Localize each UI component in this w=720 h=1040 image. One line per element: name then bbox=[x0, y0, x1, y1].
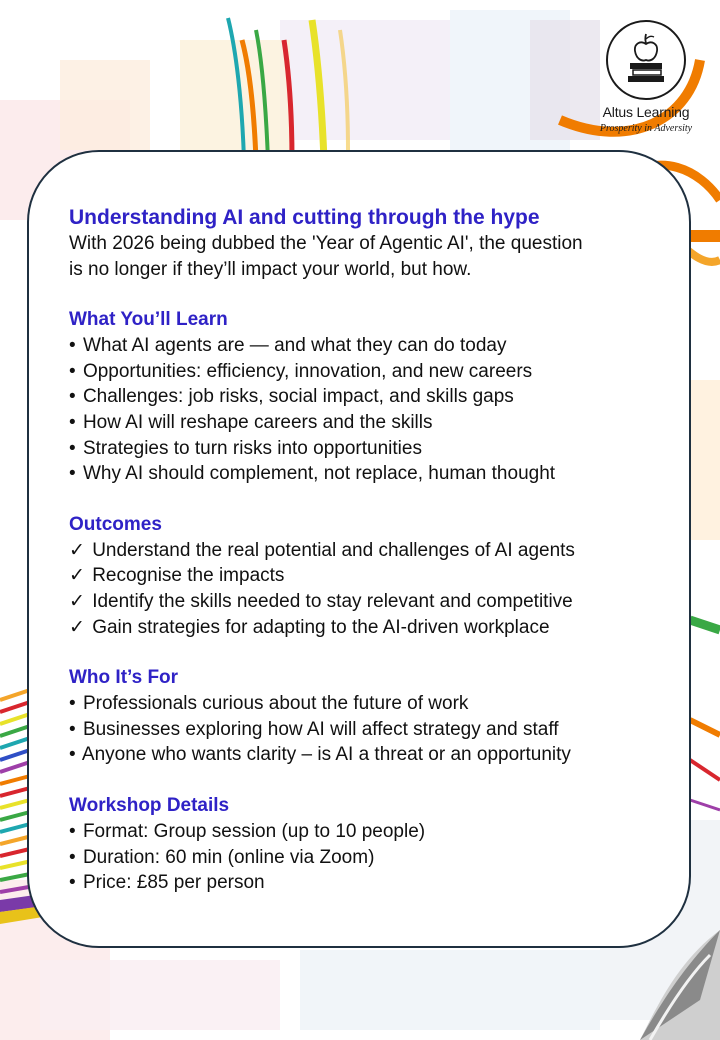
list-item bbox=[69, 359, 669, 385]
bullet-marker: • bbox=[69, 386, 76, 408]
workshop-card bbox=[27, 150, 691, 948]
check-icon: ✓ bbox=[69, 590, 85, 612]
list-item bbox=[69, 436, 669, 462]
list-item-text: Opportunities: efficiency, innovation, and new careers bbox=[82, 360, 533, 382]
list-item bbox=[69, 845, 669, 871]
list-item bbox=[69, 589, 669, 615]
list-item-text: Strategies to turn risks into opportunities bbox=[82, 437, 422, 459]
bullet-marker: • bbox=[69, 693, 76, 715]
section-heading-learn: What You’ll Learn bbox=[69, 309, 228, 331]
check-icon: ✓ bbox=[69, 539, 85, 561]
list-item-text: Price: £85 per person bbox=[82, 872, 265, 894]
list-item-text: What AI agents are — and what they can do today bbox=[82, 335, 507, 357]
bullet-marker: • bbox=[69, 411, 76, 433]
altus-learning-logo bbox=[596, 20, 696, 138]
list-item-text: How AI will reshape careers and the skills bbox=[82, 411, 433, 433]
list-item bbox=[69, 717, 669, 743]
bullet-marker: • bbox=[69, 820, 76, 842]
check-icon: ✓ bbox=[69, 565, 85, 587]
list-item bbox=[69, 538, 669, 564]
bullet-marker: • bbox=[69, 437, 76, 459]
list-item bbox=[69, 461, 669, 487]
list-item bbox=[69, 333, 669, 359]
section-heading-audience: Who It’s For bbox=[69, 667, 179, 689]
list-item-text: Why AI should complement, not replace, human thought bbox=[82, 463, 556, 485]
bullet-marker: • bbox=[69, 335, 76, 357]
logo-tagline: Prosperity in Adversity bbox=[599, 123, 693, 134]
bullet-marker: • bbox=[69, 872, 76, 894]
workshop-content bbox=[69, 204, 669, 896]
check-icon: ✓ bbox=[69, 616, 85, 638]
list-item-text: Recognise the impacts bbox=[92, 565, 285, 587]
list-item bbox=[69, 742, 669, 768]
list-item-text: Businesses exploring how AI will affect strategy and staff bbox=[82, 718, 559, 740]
bullet-marker: • bbox=[69, 718, 76, 740]
list-item bbox=[69, 819, 669, 845]
section-heading-details: Workshop Details bbox=[69, 794, 230, 816]
list-item-text: Professionals curious about the future of work bbox=[82, 693, 469, 715]
section-heading-outcomes: Outcomes bbox=[69, 513, 162, 535]
list-item-text: Challenges: job risks, social impact, and skills gaps bbox=[82, 386, 514, 408]
apple-on-books-icon bbox=[606, 20, 686, 100]
list-item bbox=[69, 691, 669, 717]
list-item bbox=[69, 615, 669, 641]
bullet-marker: • bbox=[69, 463, 76, 485]
list-item-text: Duration: 60 min (online via Zoom) bbox=[82, 846, 375, 868]
logo-name: Altus Learning bbox=[602, 104, 690, 120]
page-title: Understanding AI and cutting through the hype bbox=[69, 206, 540, 229]
bullet-marker: • bbox=[69, 744, 76, 766]
list-item bbox=[69, 410, 669, 436]
intro-line: With 2026 being dubbed the 'Year of Agentic AI', the question bbox=[69, 233, 583, 254]
list-item bbox=[69, 563, 669, 589]
list-item bbox=[69, 384, 669, 410]
intro-line: is no longer if they’ll impact your world, but how. bbox=[69, 258, 472, 280]
list-item-text: Anyone who wants clarity – is AI a threat or an opportunity bbox=[81, 744, 571, 766]
list-item bbox=[69, 870, 669, 896]
list-item-text: Identify the skills needed to stay relevant and competitive bbox=[92, 590, 573, 612]
bullet-marker: • bbox=[69, 360, 76, 382]
list-item-text: Format: Group session (up to 10 people) bbox=[82, 820, 426, 842]
list-item-text: Gain strategies for adapting to the AI-driven workplace bbox=[92, 616, 550, 638]
bullet-marker: • bbox=[69, 846, 76, 868]
list-item-text: Understand the real potential and challenges of AI agents bbox=[92, 539, 575, 561]
